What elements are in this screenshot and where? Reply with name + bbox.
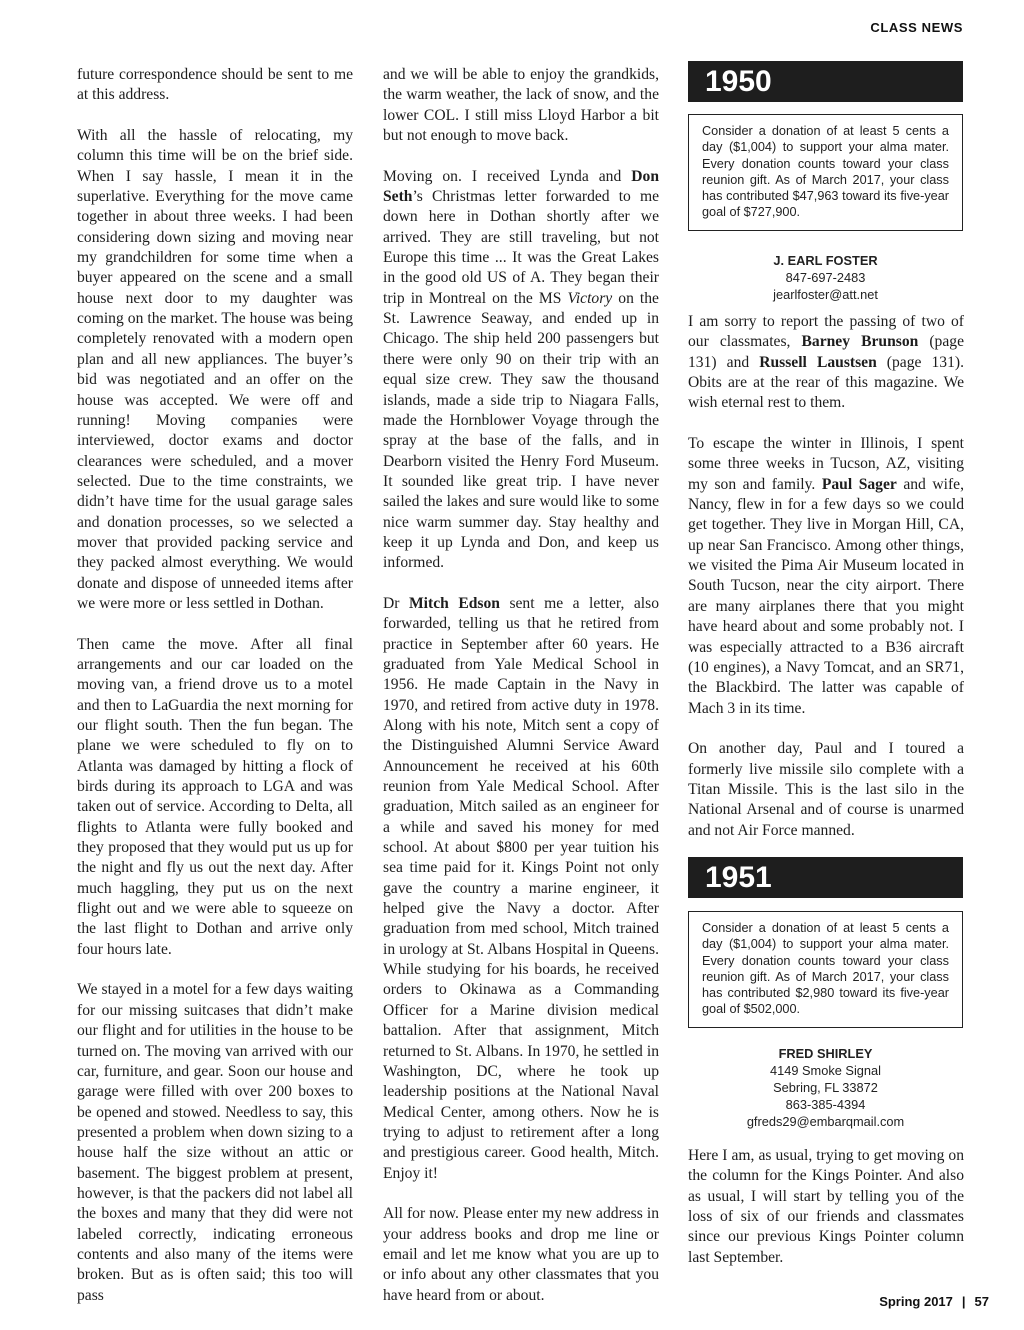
class-secretary-contact-1951 [688, 1045, 963, 1130]
secretary-phone: 847-697-2483 [785, 270, 866, 285]
secretary-name: FRED SHIRLEY [778, 1046, 873, 1061]
ship-name: Victory [567, 289, 613, 307]
paragraph: With all the hassle of relocating, my column this time will be on the brief side. When I say hassle, I mean it in the superlative. Everything for the move came together in about three weeks. I had been considering down sizing and moving near my grandchildren for some time when a buyer appeared on the scene and a small house next door to my daughter was coming on the market. The house was being completely renovated with a modern open plan and all new appliances. The buyer’s bid was negotiated and an offer on the house was accepted. We were off and running! Moving companies were interviewed, doctor exams and doctor clearances were scheduled, and a mover selected. Due to the time constraints, we didn’t have time for the usual garage sales and donation processes, so we selected a mover that provided packing service and they packed almost everything. We would donate and dispose of unneeded items after we were more or less settled in Dothan. [77, 127, 353, 612]
classmate-name: Paul Sager [821, 475, 897, 493]
classmate-name: Don Seth [383, 167, 659, 206]
secretary-email: jearlfoster@att.net [773, 287, 878, 302]
page-footer [879, 1294, 989, 1309]
secretary-phone: 863-385-4394 [785, 1097, 866, 1112]
classmate-name: Barney Brunson [801, 333, 919, 351]
donation-box-1951: Consider a donation of at least 5 cents a day ($1,004) to support your alma mater. Every donation counts toward your class reunion gift. As of March 2017, your class has contributed $2,980 toward its five-year goal of $502,000. [688, 911, 963, 1028]
class-1950-body [688, 312, 964, 861]
footer-separator: | [961, 1294, 966, 1309]
donation-box-1950: Consider a donation of at least 5 cents a day ($1,004) to support your alma mater. Every donation counts toward your class reunion gift. As of March 2017, your class has contributed $47,963 toward its five-year goal of $727,900. [688, 114, 963, 231]
secretary-email: gfreds29@embarqmail.com [746, 1114, 905, 1129]
column-1 [77, 65, 353, 1326]
paragraph: I am sorry to report the passing of two of our classmates, Barney Brunson (page 131) and Russell Laustsen (page 131). Obits are at the rear of this magazine. We wish eternal rest to them. [688, 313, 964, 412]
paragraph: future correspondence should be sent to me at this address. [77, 66, 353, 104]
paragraph: Moving on. I received Lynda and Don Seth’s Christmas letter forwarded to me down here in Dothan shortly after we arrived. They are still traveling, but not Europe this time ... It was the Great Lakes in the good old US of A. They began their trip in Montreal on the MS Victory on the St. Lawrence Seaway, and ended up in Chicago. The ship held 200 passengers but there were only 90 on their trip with an equal size crew. They saw the thousand islands, made a side trip to Niagara Falls, made the Hornblower Voyage through the spray at the base of the falls, and in Dearborn visited the Henry Ford Museum. It sounded like great trip. I have never sailed the lakes and sure would like to some nice warm summer day. Stay healthy and keep it up Lynda and Don, and keep us informed. [383, 167, 659, 572]
class-year-heading-1951: 1951 [688, 857, 963, 898]
paragraph: and we will be able to enjoy the grandkids, the warm weather, the lack of snow, and the lower COL. I still miss Lloyd Harbor a bit but not enough to move back. [383, 66, 659, 145]
paragraph: Here I am, as usual, trying to get moving on the column for the Kings Pointer. And also as usual, I will start by telling you of the loss of six of our friends and classmates since our previous Kings Pointer column last September. [688, 1147, 964, 1266]
class-1951-body [688, 1146, 964, 1288]
secretary-address-line1: 4149 Smoke Signal [770, 1063, 881, 1078]
class-secretary-contact-1950 [688, 252, 963, 303]
issue-label: Spring 2017 [879, 1294, 953, 1309]
secretary-address-line2: Sebring, FL 33872 [773, 1080, 878, 1095]
section-label: CLASS NEWS [870, 20, 963, 35]
paragraph: Then came the move. After all final arrangements and our car loaded on the moving van, a friend drove us to a motel and then to LaGuardia the next morning for our flight south. Then the fun began. The plane we were scheduled to fly on to Atlanta was damaged by hitting a flock of birds during its approach to LGA and was taken out of service. According to Delta, all flights to Atlanta were fully booked and they proposed that they would put us up for the night and fly us out the next day. After much haggling, they put us on the next flight out and we were able to squeeze on the last flight to Dothan and arrive only four hours late. [77, 635, 353, 958]
column-2 [383, 65, 659, 1326]
paragraph: Dr Mitch Edson sent me a letter, also forwarded, telling us that he retired from practice in September after 60 years. He graduated from Yale Medical School in 1956. He made Captain in the Navy in 1970, and retired from active duty in 1978. Along with his note, Mitch sent a copy of the Distinguished Alumni Service Award Announcement he received at his 60th reunion from Yale Medical School. After graduation, Mitch sailed as an engineer for a while and saved his money for med school. At about $800 per year tuition his sea time paid for it. Kings Point not only gave the country a marine engineer, it helped give the Navy a doctor. After graduation from med school, Mitch trained in urology at St. Albans Hospital in Queens. While studying for his boards, he received orders to Okinawa as a Commanding Officer for a Marine division medical battalion. After that assignment, Mitch returned to St. Albans. In 1970, he settled in Washington, DC, where he took up leadership positions at the National Naval Medical Center, among others. Now he is trying to adjust to retirement after a long and prestigious career. Good health, Mitch. Enjoy it! [383, 594, 659, 1182]
secretary-name: J. EARL FOSTER [773, 253, 878, 268]
paragraph: We stayed in a motel for a few days waiting for our missing suitcases that didn’t make our flight and for utilities in the house to be turned on. The moving van arrived with our car, furniture, and gear. Soon our house and garage were filled with over 200 boxes to be opened and stowed. Needless to say, this presented a problem when down sizing to a house half the size without an attic or basement. The biggest problem at present, however, is that the packers did not label all the boxes and many that they did were not labeled correctly, indicating erroneous contents and also many of the items were broken. But as is often said; this too will pass [77, 981, 353, 1304]
paragraph: All for now. Please enter my new address in your address books and drop me line or email and let me know what you are up to or info about any other classmates that you have heard from or about. [383, 1205, 659, 1304]
paragraph: On another day, Paul and I toured a formerly live missile silo complete with a Titan Missile. This is the last silo in the National Arsenal and of course is unarmed and not Air Force manned. [688, 740, 964, 839]
class-year-heading-1950: 1950 [688, 61, 963, 102]
page-number: 57 [974, 1294, 989, 1309]
classmate-name: Mitch Edson [408, 594, 500, 612]
paragraph: To escape the winter in Illinois, I spent some three weeks in Tucson, AZ, visiting my son and family. Paul Sager and wife, Nancy, flew in for a few days so we could get together. They live in Morgan Hill, CA, up near San Francisco. Among other things, we visited the Pima Air Museum located in South Tucson, near the city airport. There are many airplanes there that you might have heard about and some probably not. I was especially attracted to a B36 aircraft (10 engines), a Navy Tomcat, and an SR71, the Blackbird. The latter was capable of Mach 3 in its time. [688, 435, 964, 717]
classmate-name: Russell Laustsen [759, 353, 877, 371]
